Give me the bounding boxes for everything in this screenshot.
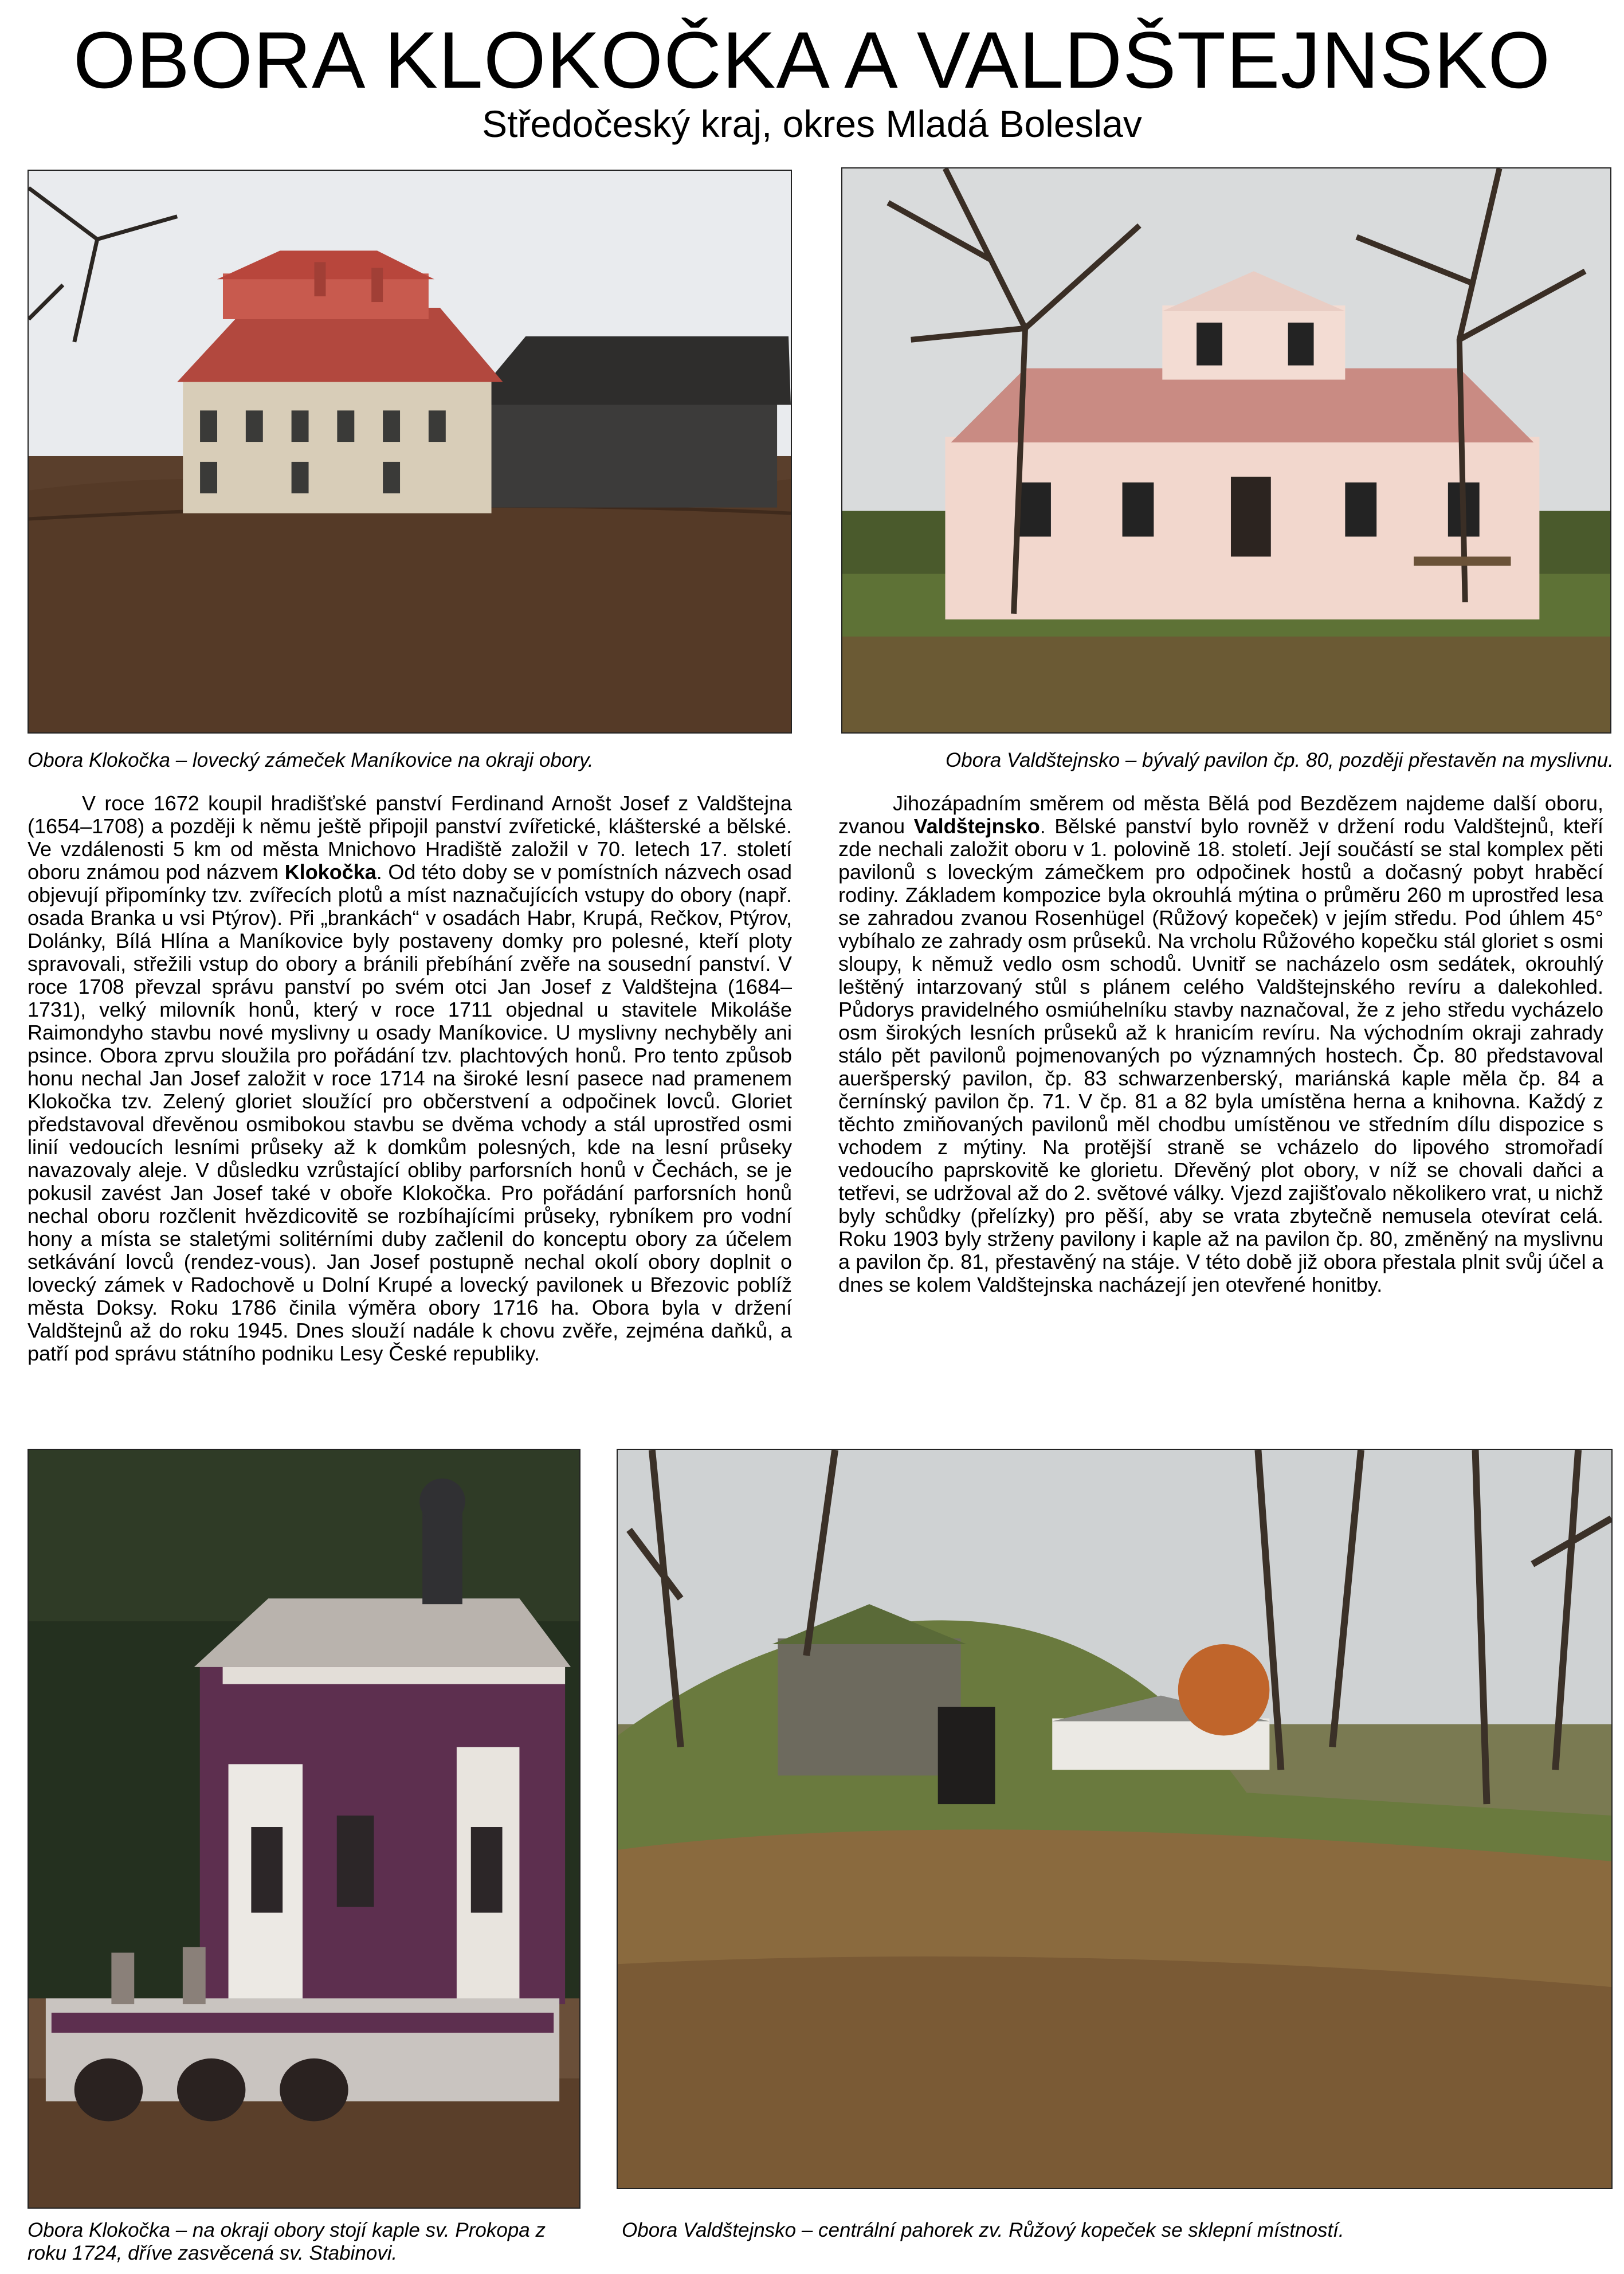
right-text-bold-valdstejnsko: Valdštejnsko [913,814,1040,838]
left-text-part1: V roce 1672 koupil hradišťské panství Ferdinand Arnošt Josef z Valdštejna (1654–1708) a později k němu ještě připojil panství zvířetické, klášterské a bělské. Ve vzdálenosti 5 km od města Mnichovo Hradiště založil v 70. letech 17. století oboru známou pod názvem [28,791,792,884]
caption-photo-1: Obora Klokočka – lovecký zámeček Maníkovice na okraji obory. [28,749,594,771]
photo-hunting-lodge-manikovice [28,170,792,734]
left-column-text [28,792,792,1365]
left-text-bold-klokocka: Klokočka [284,860,376,884]
page-subtitle: Středočeský kraj, okres Mladá Boleslav [482,103,1142,145]
caption-photo-3: Obora Klokočka – na okraji obory stojí kaple sv. Prokopa z roku 1724, dříve zasvěcená sv. Stabinovi. [28,2219,546,2264]
photo-chapel-sv-prokop [28,1449,580,2209]
left-text-part2: . Od této doby se v pomístních názvech osad objevují připomínky tzv. zvířecích plotů a míst naznačujících vstupy do obory (např. osada Branka u vsi Ptýrov). Při „brankách“ v osadách Habr, Krupá, Rečkov, Ptýrov, Dolánky, Bílá Hlína a Maníkovice byly postaveny domky pro polesné, kteří ploty spravovali, střežili vstup do obory a bránili přebíhání zvěře na sousední panství. V roce 1708 převzal správu panství po svém otci Jan Josef z Valdštejna (1684–1731), velký milovník honů, který v roce 1711 objednal u stavitele Mikoláše Raimondyho stavbu nové myslivny u osady Maníkovice. U myslivny nechyběly ani psince. Obora zprvu sloužila pro pořádání tzv. plachtových honů. Pro tento způsob honu nechal Jan Josef založit v roce 1714 na široké lesní pasece nad pramenem Klokočka tzv. Zelený gloriet sloužící pro občerstvení a odpočinek lovců. Gloriet představoval dřevěnou osmibokou stavbu se dvěma vchody a stál uprostřed osmi linií vedoucích lesními průseky až k domkům polesných, kde na lesní průseky navazovaly aleje. V důsledku vzrůstající obliby parforsních honů v Čechách, se je pokusil zavést Jan Josef také v oboře Klokočka. Pro pořádání parforsních honů nechal oboru rozčlenit hvězdicovitě se rozbíhajícími průseky, rybníkem pro vodní hony a místa se staletými solitérními duby začlenil do konceptu obory za účelem setkávání lovců (rendez-vous). Jan Josef postupně nechal okolí obory doplnit o lovecký zámek v Radochově u Dolní Krupé a lovecký pavilonek u Březovic poblíž města Doksy. Roku 1786 činila výměra obory 1716 ha. Obora byla v držení Valdštejnů až do roku 1945. Dnes slouží nadále k chovu zvěře, zejména daňků, a patří pod správu státního podniku Lesy České republiky. [28,860,792,1365]
caption-photo-2: Obora Valdštejnsko – bývalý pavilon čp. 80, později přestavěn na myslivnu. [945,749,1614,771]
page-title: OBORA KLOKOČKA A VALDŠTEJNSKO [73,15,1551,105]
right-text-part2: . Bělské panství bylo rovněž v držení rodu Valdštejnů, kteří zde nechali založit oboru v 1. polovině 18. století. Její součástí se stal komplex pěti pavilonů s loveckým zámečkem pro odpočinek hostů a dočasný pobyt hraběcí rodiny. Základem kompozice byla okrouhlá mýtina o průměru 260 m uprostřed lesa se zahradou zvanou Rosenhügel (Růžový kopeček) v jejím středu. Pod úhlem 45° vybíhalo ze zahrady osm průseků. Na vrcholu Růžového kopečku stál gloriet s osmi sloupy, k němuž vedlo osm schodů. Uvnitř se nacházelo osm sedátek, okrouhlý leštěný intarzovaný stůl s plánem celého Valdštejnského revíru a dalekohled. Půdorys pravidelného osmiúhelníku stavby naznačoval, že z jeho středu vycházelo osm širokých lesních průseků až k hranicím revíru. Na východním okraji zahrady stálo pět pavilonů pojmenovaných po významných hostech. Čp. 80 představoval aueršperský pavilon, čp. 83 schwarzenberský, mariánská kaple měla čp. 84 a černínský pavilon čp. 71. V čp. 81 a 82 byla umístěna herna a knihovna. Každý z těchto zmiňovaných pavilonů měl chodbu umístěnou ve středním dílu dispozice s vchodem z mýtiny. Na protější straně se vcházelo do lipového stromořadí vedoucího paprskovitě ke glorietu. Dřevěný plot obory, v níž se chovali daňci a tetřevi, se udržoval až do 2. světové války. Vjezd zajišťovalo několikero vrat, u nichž byly schůdky (přelízky) pro pěší, aby se vrata zbytečně nemusela otevírat celá. Roku 1903 byly strženy pavilony i kaple až na pavilon čp. 80, změněný na myslivnu a pavilon čp. 81, přestavěný na stáje. V této době již obora přestala plnit svůj účel a dnes se kolem Valdštejnska nacházejí jen otevřené honitby. [838,814,1603,1296]
right-text-part1: Jihozápadním směrem od města Bělá pod Bezdězem najdeme další oboru, zvanou [838,791,1603,838]
caption-photo-4: Obora Valdštejnsko – centrální pahorek zv. Růžový kopeček se sklepní místností. [622,2219,1344,2241]
photo-pavilion-80 [841,167,1611,734]
right-column-text [838,792,1603,1296]
photo-pink-hill-cellar [617,1449,1613,2189]
